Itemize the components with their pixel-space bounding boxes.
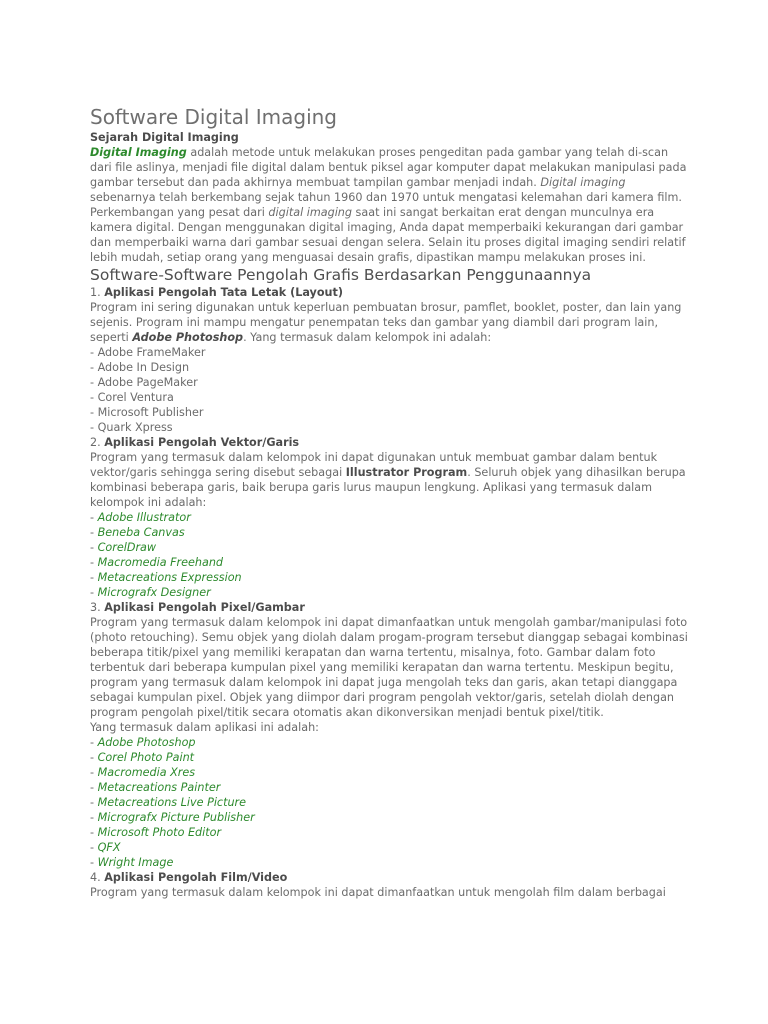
s3-intro: Yang termasuk dalam aplikasi ini adalah: [90,721,319,734]
list-link[interactable]: Wright Image [97,856,174,869]
list-item: - Microsoft Photo Editor [90,826,222,839]
list-item: - Adobe Illustrator [90,511,191,524]
s2-term: Illustrator Program [345,466,468,479]
list-link[interactable]: Metacreations Painter [97,781,221,794]
list-item: - Wright Image [90,856,174,869]
s3-list [90,735,690,870]
s1-term: Adobe Photoshop [132,331,244,344]
s4-paragraph: Program yang termasuk dalam kelompok ini dapat dimanfaatkan untuk mengolah film dalam berbagai [90,886,666,899]
s1-paragraph: Program ini sering digunakan untuk keperluan pembuatan brosur, pamflet, booklet, poster, dan lain yang sejenis. Program ini mampu mengatur penempatan teks dan gambar yang diambil dari program lain, seperti Adobe Photoshop. Yang termasuk dalam kelompok ini adalah: [90,301,682,344]
list-link[interactable]: Macromedia Freehand [97,556,224,569]
section-title: Software-Software Pengolah Grafis Berdasarkan Penggunaannya [90,266,592,284]
history-paragraph: Digital Imaging adalah metode untuk melakukan proses pengeditan pada gambar yang telah di-scan dari file aslinya, menjadi file digital dalam bentuk piksel agar komputer dapat melakukan manipulasi pada gambar tersebut dan pada akhirnya membuat tampilan gambar menjadi indah. Digital imaging sebenarnya telah berkembang sejak tahun 1960 dan 1970 untuk mengatasi kelemahan dari kamera film. Perkembangan yang pesat dari digital imaging saat ini sangat berkaitan erat dengan munculnya era kamera digital. Dengan menggunakan digital imaging, Anda dapat memperbaiki kekurangan dari gambar dan memperbaiki warna dari gambar sesuai dengan selera. Selain itu proses digital imaging sendiri relatif lebih mudah, setiap orang yang menguasai desain grafis, dipastikan mampu melakukan proses ini. [90,146,687,264]
s1-list [90,345,690,435]
s2-heading: 2. Aplikasi Pengolah Vektor/Garis [90,436,300,449]
list-link[interactable]: Corel Photo Paint [97,751,195,764]
list-item: - Adobe PageMaker [90,376,198,389]
list-link[interactable]: Metacreations Live Picture [97,796,247,809]
list-item: - Corel Photo Paint [90,751,195,764]
list-item: - Metacreations Expression [90,571,242,584]
list-link[interactable]: Adobe Photoshop [97,736,196,749]
s2-list [90,510,690,600]
list-item: - Micrografx Designer [90,586,211,599]
list-item: - Quark Xpress [90,421,173,434]
list-link[interactable]: Adobe Illustrator [97,511,191,524]
history-heading: Sejarah Digital Imaging [90,131,239,144]
list-link[interactable]: Metacreations Expression [97,571,242,584]
s2-paragraph: Program yang termasuk dalam kelompok ini dapat digunakan untuk membuat gambar dalam bentuk vektor/garis sehingga sering disebut sebagai Illustrator Program. Seluruh objek yang dihasilkan berupa kombinasi beberapa garis, baik berupa garis lurus maupun lengkung. Aplikasi yang termasuk dalam kelompok ini adalah: [90,451,686,509]
list-item: - QFX [90,841,121,854]
s1-heading: 1. Aplikasi Pengolah Tata Letak (Layout) [90,286,343,299]
list-link[interactable]: Microsoft Photo Editor [97,826,222,839]
document-page [90,104,690,900]
list-item: - Micrografx Picture Publisher [90,811,255,824]
list-link[interactable]: Beneba Canvas [97,526,185,539]
s3-heading: 3. Aplikasi Pengolah Pixel/Gambar [90,601,305,614]
s4-heading: 4. Aplikasi Pengolah Film/Video [90,871,288,884]
list-item: - Macromedia Freehand [90,556,224,569]
list-item: - Metacreations Live Picture [90,796,247,809]
page-title: Software Digital Imaging [90,105,338,129]
list-item: - Adobe Photoshop [90,736,196,749]
list-item: - Metacreations Painter [90,781,221,794]
s3-paragraph: Program yang termasuk dalam kelompok ini dapat dimanfaatkan untuk mengolah gambar/manipulasi foto (photo retouching). Semu objek yang diolah dalam progam-program tersebut dianggap sebagai kombinasi beberapa titik/pixel yang memiliki kerapatan dan warna tertentu, misalnya, foto. Gambar dalam foto terbentuk dari beberapa kumpulan pixel yang memiliki kerapatan dan warna tertentu. Meskipun begitu, program yang termasuk dalam kelompok ini dapat juga mengolah teks dan garis, akan tetapi dianggapa sebagai kumpulan pixel. Objek yang diimpor dari program pengolah vektor/garis, setelah diolah dengan program pengolah pixel/titik secara otomatis akan dikonversikan menjadi bentuk pixel/titik. [90,616,688,719]
history-term: Digital Imaging [90,146,187,159]
list-item: - CorelDraw [90,541,157,554]
list-item: - Adobe FrameMaker [90,346,206,359]
list-link[interactable]: Macromedia Xres [97,766,196,779]
list-link[interactable]: CorelDraw [97,541,157,554]
list-link[interactable]: Micrografx Picture Publisher [97,811,255,824]
list-item: - Adobe In Design [90,361,190,374]
list-link[interactable]: Micrografx Designer [97,586,211,599]
list-item: - Macromedia Xres [90,766,196,779]
list-item: - Corel Ventura [90,391,174,404]
list-link[interactable]: QFX [97,841,121,854]
list-item: - Beneba Canvas [90,526,185,539]
list-item: - Microsoft Publisher [90,406,204,419]
